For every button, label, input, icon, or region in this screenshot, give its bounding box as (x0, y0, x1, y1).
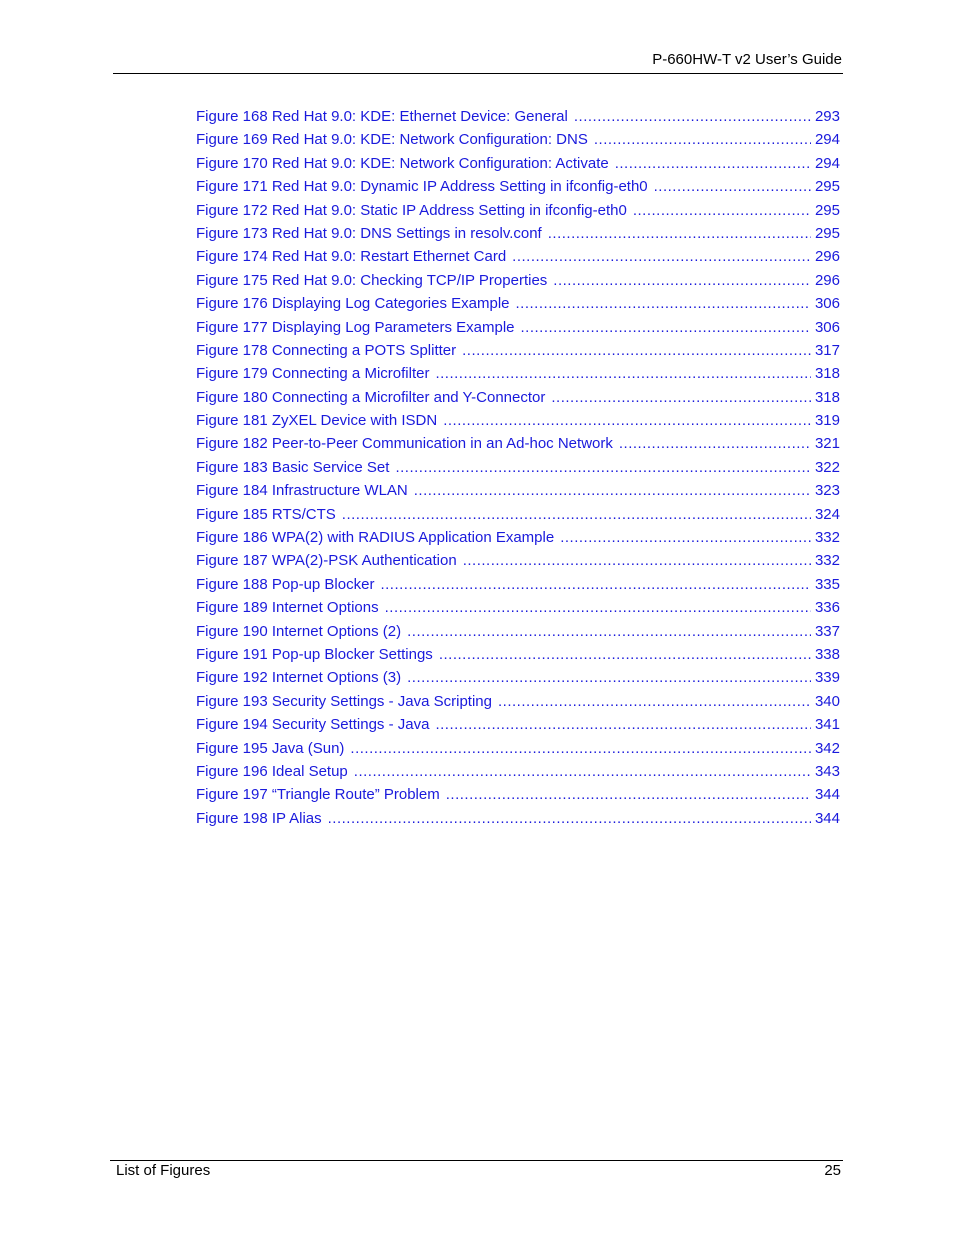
toc-entry-link[interactable] (196, 479, 840, 502)
toc-entry-link[interactable] (196, 362, 840, 385)
toc-entry-title: Figure 172 Red Hat 9.0: Static IP Address Setting in ifconfig-eth0 (196, 201, 627, 219)
toc-dot-leader (462, 339, 811, 362)
header-divider (113, 73, 843, 74)
toc-entry-link[interactable] (196, 339, 840, 362)
toc-entry-link[interactable] (196, 643, 840, 666)
toc-entry-page: 321 (814, 435, 840, 453)
toc-entry-page: 295 (814, 201, 840, 219)
toc-entry-title: Figure 197 “Triangle Route” Problem (196, 786, 440, 804)
toc-dot-leader (439, 643, 811, 666)
toc-entry-page: 339 (814, 669, 840, 687)
toc-entry-title: Figure 169 Red Hat 9.0: KDE: Network Configuration: DNS (196, 131, 588, 149)
toc-entry-link[interactable] (196, 409, 840, 432)
toc-entry-title: Figure 182 Peer-to-Peer Communication in an Ad-hoc Network (196, 435, 613, 453)
toc-entry-link[interactable] (196, 152, 840, 175)
toc-dot-leader (385, 596, 811, 619)
footer-page-number: 25 (824, 1162, 841, 1179)
toc-entry-page: 344 (814, 786, 840, 804)
toc-entry-link[interactable] (196, 526, 840, 549)
toc-dot-leader (619, 432, 811, 455)
toc-entry-page: 324 (814, 505, 840, 523)
toc-entry-page: 318 (814, 388, 840, 406)
toc-entry-page: 294 (814, 131, 840, 149)
toc-dot-leader (407, 620, 811, 643)
toc-entry-page: 343 (814, 762, 840, 780)
toc-dot-leader (512, 245, 811, 268)
toc-entry-page: 338 (814, 645, 840, 663)
toc-entry-title: Figure 181 ZyXEL Device with ISDN (196, 412, 438, 430)
toc-entry-link[interactable] (196, 432, 840, 455)
toc-entry-link[interactable] (196, 503, 840, 526)
footer-divider (110, 1160, 843, 1161)
toc-dot-leader (328, 807, 811, 830)
header-title: P-660HW-T v2 User’s Guide (652, 51, 842, 68)
toc-dot-leader (615, 152, 811, 175)
toc-entry-link[interactable] (196, 760, 840, 783)
toc-entry-link[interactable] (196, 105, 840, 128)
toc-dot-leader (521, 316, 811, 339)
toc-dot-leader (435, 713, 811, 736)
toc-entry-link[interactable] (196, 620, 840, 643)
toc-entry-link[interactable] (196, 269, 840, 292)
toc-entry-link[interactable] (196, 666, 840, 689)
toc-entry-title: Figure 189 Internet Options (196, 599, 379, 617)
toc-entry-title: Figure 187 WPA(2)-PSK Authentication (196, 552, 457, 570)
toc-dot-leader (463, 549, 811, 572)
toc-entry-page: 306 (814, 318, 840, 336)
toc-dot-leader (654, 175, 811, 198)
toc-entry-page: 317 (814, 341, 840, 359)
toc-dot-leader (350, 737, 811, 760)
toc-entry-link[interactable] (196, 807, 840, 830)
toc-entry-link[interactable] (196, 245, 840, 268)
toc-entry-link[interactable] (196, 690, 840, 713)
toc-entry-page: 332 (814, 529, 840, 547)
toc-entry-page: 294 (814, 154, 840, 172)
toc-entry-page: 296 (814, 271, 840, 289)
toc-entry-page: 295 (814, 224, 840, 242)
list-of-figures (196, 105, 840, 830)
toc-entry-link[interactable] (196, 783, 840, 806)
toc-entry-page: 295 (814, 178, 840, 196)
toc-dot-leader (574, 105, 811, 128)
toc-dot-leader (414, 479, 811, 502)
toc-entry-title: Figure 196 Ideal Setup (196, 762, 348, 780)
toc-entry-link[interactable] (196, 222, 840, 245)
toc-entry-page: 306 (814, 295, 840, 313)
toc-dot-leader (633, 199, 811, 222)
toc-entry-title: Figure 179 Connecting a Microfilter (196, 365, 430, 383)
toc-entry-title: Figure 192 Internet Options (3) (196, 669, 402, 687)
toc-entry-title: Figure 195 Java (Sun) (196, 739, 345, 757)
toc-entry-page: 322 (814, 458, 840, 476)
toc-entry-page: 336 (814, 599, 840, 617)
toc-entry-title: Figure 177 Displaying Log Parameters Example (196, 318, 515, 336)
toc-entry-title: Figure 174 Red Hat 9.0: Restart Ethernet Card (196, 248, 507, 266)
toc-entry-title: Figure 168 Red Hat 9.0: KDE: Ethernet Device: General (196, 108, 568, 125)
toc-dot-leader (395, 456, 811, 479)
toc-dot-leader (498, 690, 811, 713)
toc-entry-title: Figure 183 Basic Service Set (196, 458, 390, 476)
toc-entry-page: 341 (814, 716, 840, 734)
toc-entry-link[interactable] (196, 573, 840, 596)
toc-entry-page: 293 (814, 108, 840, 125)
toc-entry-title: Figure 170 Red Hat 9.0: KDE: Network Configuration: Activate (196, 154, 609, 172)
toc-dot-leader (516, 292, 811, 315)
toc-entry-title: Figure 171 Red Hat 9.0: Dynamic IP Address Setting in ifconfig-eth0 (196, 178, 648, 196)
toc-entry-link[interactable] (196, 386, 840, 409)
toc-entry-page: 318 (814, 365, 840, 383)
toc-entry-title: Figure 184 Infrastructure WLAN (196, 482, 408, 500)
toc-entry-page: 323 (814, 482, 840, 500)
toc-dot-leader (380, 573, 811, 596)
toc-dot-leader (435, 362, 811, 385)
toc-entry-page: 296 (814, 248, 840, 266)
toc-entry-title: Figure 194 Security Settings - Java (196, 716, 430, 734)
toc-entry-link[interactable] (196, 175, 840, 198)
footer-section-title: List of Figures (116, 1162, 211, 1179)
toc-entry-page: 319 (814, 412, 840, 430)
toc-entry-title: Figure 190 Internet Options (2) (196, 622, 402, 640)
toc-dot-leader (553, 269, 811, 292)
toc-dot-leader (446, 783, 811, 806)
toc-entry-title: Figure 175 Red Hat 9.0: Checking TCP/IP Properties (196, 271, 548, 289)
toc-dot-leader (342, 503, 811, 526)
toc-entry-page: 342 (814, 739, 840, 757)
toc-entry-link[interactable] (196, 456, 840, 479)
toc-entry-link[interactable] (196, 549, 840, 572)
toc-entry-link[interactable] (196, 713, 840, 736)
toc-entry-page: 332 (814, 552, 840, 570)
toc-entry-link[interactable] (196, 199, 840, 222)
toc-entry-title: Figure 198 IP Alias (196, 809, 322, 827)
toc-entry-title: Figure 176 Displaying Log Categories Example (196, 295, 510, 313)
toc-dot-leader (560, 526, 811, 549)
toc-entry-link[interactable] (196, 737, 840, 760)
toc-entry-page: 344 (814, 809, 840, 827)
toc-entry-title: Figure 173 Red Hat 9.0: DNS Settings in resolv.conf (196, 224, 542, 242)
toc-entry-link[interactable] (196, 128, 840, 151)
toc-entry-title: Figure 186 WPA(2) with RADIUS Application Example (196, 529, 555, 547)
toc-entry-title: Figure 185 RTS/CTS (196, 505, 336, 523)
toc-entry-title: Figure 191 Pop-up Blocker Settings (196, 645, 433, 663)
toc-entry-title: Figure 188 Pop-up Blocker (196, 575, 375, 593)
toc-entry-link[interactable] (196, 292, 840, 315)
toc-dot-leader (551, 386, 811, 409)
toc-entry-title: Figure 180 Connecting a Microfilter and Y-Connector (196, 388, 546, 406)
toc-entry-title: Figure 178 Connecting a POTS Splitter (196, 341, 457, 359)
toc-dot-leader (548, 222, 811, 245)
toc-entry-page: 340 (814, 692, 840, 710)
toc-entry-page: 337 (814, 622, 840, 640)
toc-entry-link[interactable] (196, 596, 840, 619)
toc-dot-leader (443, 409, 811, 432)
toc-entry-title: Figure 193 Security Settings - Java Scripting (196, 692, 492, 710)
toc-dot-leader (354, 760, 811, 783)
toc-dot-leader (407, 666, 811, 689)
toc-dot-leader (594, 128, 811, 151)
toc-entry-page: 335 (814, 575, 840, 593)
toc-entry-link[interactable] (196, 316, 840, 339)
